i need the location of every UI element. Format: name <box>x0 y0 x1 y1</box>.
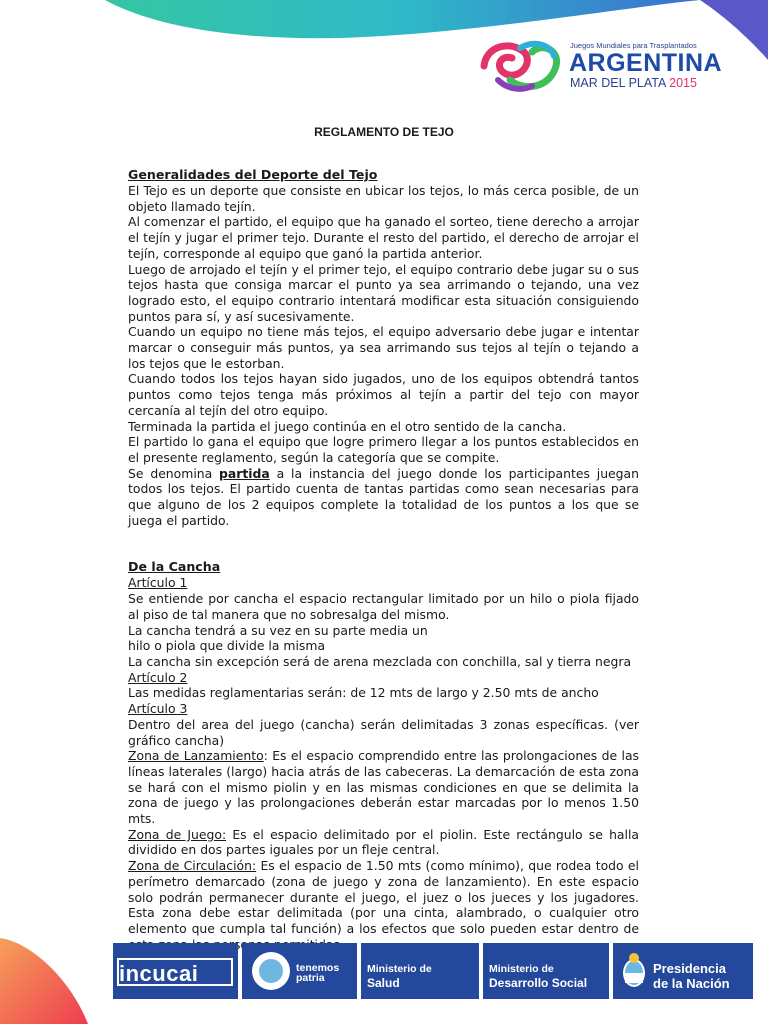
zone-text: Es el espacio de 1.50 mts (como mínimo), que rodea todo el perímetro demarcado (zona de juego y zona de lanzamiento). En este espacio solo podrán permanecer durante el juego, el juez o los jueces y los jugadores. Esta zona debe estar delimitada (por una cinta, alambrado, o cualquier otro elemento que cumpla tal función) a los efectos que solo pueden estar dentro de <box>128 858 639 936</box>
nacion-label: de la Nación <box>653 976 730 991</box>
paragraph: Al comenzar el partido, el equipo que ha ganado el sorteo, tiene derecho a arrojar el tejín y jugar el primer tejo. Durante el resto del partido, el derecho de arrojar el tejín, corresponde al equipo que ganó la partida anterior. <box>128 214 639 261</box>
patria-line: patria <box>296 972 325 984</box>
incucai-logo-text: incucai <box>119 961 199 986</box>
event-logo <box>480 30 723 100</box>
national-shield-icon <box>621 951 647 991</box>
presidencia-label: Presidencia <box>653 961 726 976</box>
sponsor-presidencia <box>613 943 753 999</box>
sponsor-desarrollo-social <box>483 943 609 999</box>
logo-year: 2015 <box>669 76 697 90</box>
paragraph: La cancha sin excepción será de arena mezclada con conchilla, sal y tierra negra <box>128 653 632 669</box>
paragraph: Las medidas reglamentarias serán: de 12 mts de largo y 2.50 mts de ancho <box>128 685 599 701</box>
zone-lanzamiento <box>128 748 639 827</box>
section-heading-cancha: De la Cancha <box>128 559 221 575</box>
paragraph: hilo o piola que divide la misma <box>128 638 326 654</box>
desarrollo-social-label: Desarrollo Social <box>489 976 588 990</box>
zone-juego <box>128 827 639 858</box>
ministerio-label: Ministerio de <box>367 963 432 975</box>
paragraph: La cancha tendrá a su vez en su parte media un <box>128 622 428 638</box>
zone-label: Zona de Lanzamiento <box>128 748 264 764</box>
paragraph: Cuando todos los tejos hayan sido jugados, uno de los equipos obtendrá tantos puntos como tejos tenga más próximos al tejín a partir del tejo con mayor cercanía al tejín del otro equipo. <box>128 371 639 418</box>
tenemos-patria-text <box>296 963 339 983</box>
paragraph: Luego de arrojado el tejín y el primer tejo, el equipo contrario debe jugar su o sus tejos hasta que consiga marcar el punto ya sea arrimando o tejando, una vez logrado esto, el equipo contrario intentará modificar esta situación consiguiendo puntos para sí, y así sucesivamente. <box>128 261 639 324</box>
document-body <box>128 167 639 952</box>
text: Se denomina <box>128 465 220 481</box>
text: a la instancia del juego donde los participantes juegan todos los tejos. El partido cuenta de tantas partidas como sean necesarias para que alguno de los 2 equipos complete la totalidad de los puntos a los que se juega el partido. <box>128 465 639 528</box>
sponsor-incucai <box>113 943 238 999</box>
logo-city: MAR DEL PLATA <box>570 76 666 90</box>
sponsor-ministerio-salud <box>361 943 479 999</box>
sponsor-tenemos-patria <box>242 943 357 999</box>
ministerio-label: Ministerio de <box>489 963 554 975</box>
sponsor-footer <box>113 943 753 999</box>
paragraph: Se entiende por cancha el espacio rectangular limitado por un hilo o piola fijado al piso de tal manera que no sobresalga del mismo. <box>128 591 639 622</box>
term-partida: partida <box>219 465 270 481</box>
zone-label: Zona de Circulación: <box>128 858 257 874</box>
paragraph: Terminada la partida el juego continúa en el otro sentido de la cancha. <box>128 418 567 434</box>
paragraph: El partido lo gana el equipo que logre primero llegar a los puntos establecidos en el presente reglamento, según la categoría que se compite. <box>128 434 639 465</box>
zone-text: Es el espacio delimitado por el piolin. Este rectángulo se halla dividido en dos partes iguales por un fleje central. <box>128 826 639 858</box>
salud-label: Salud <box>367 976 400 990</box>
paragraph: El Tejo es un deporte que consiste en ubicar los tejos, lo más cerca posible, de un objeto llamado tejín. <box>128 183 639 214</box>
zone-label: Zona de Juego: <box>128 826 227 842</box>
ribbon-logo-icon <box>480 36 560 96</box>
paragraph: Cuando un equipo no tiene más tejos, el equipo adversario debe jugar e intentar marcar o conseguir más puntos, ya sea arrimando sus tejos al tejín o tejando a los tejos que le estorban. <box>128 324 639 371</box>
paragraph: Dentro del area del juego (cancha) serán delimitadas 3 zonas específicas. (ver gráfico cancha) <box>128 716 639 748</box>
article-1-title: Artículo 1 <box>128 575 188 591</box>
sun-inner-icon <box>259 959 283 983</box>
article-2-title: Artículo 2 <box>128 669 188 685</box>
decorative-orange-shape <box>0 938 110 1024</box>
logo-city-line <box>570 76 697 90</box>
zone-text: : Es el espacio comprendido entre las prolongaciones de las líneas laterales (largo) hacia atrás de las cabeceras. La demarcación de esta zona se hará con el mismo piolin y en las mismas condiciones en que se delimita la zona de juego y las prolongaciones deberán estar marcadas por lo menos 1.50 mts. <box>128 748 640 827</box>
zone-circulacion <box>128 858 639 952</box>
paragraph-partida <box>128 466 639 529</box>
logo-country: ARGENTINA <box>569 49 723 77</box>
article-3-title: Artículo 3 <box>128 701 188 717</box>
section-heading-generalidades: Generalidades del Deporte del Tejo <box>128 167 378 182</box>
logo-subtitle: Juegos Mundiales para Trasplantados <box>570 41 697 50</box>
tenemos-line: tenemos <box>296 962 340 974</box>
document-title: REGLAMENTO DE TEJO <box>314 125 454 139</box>
